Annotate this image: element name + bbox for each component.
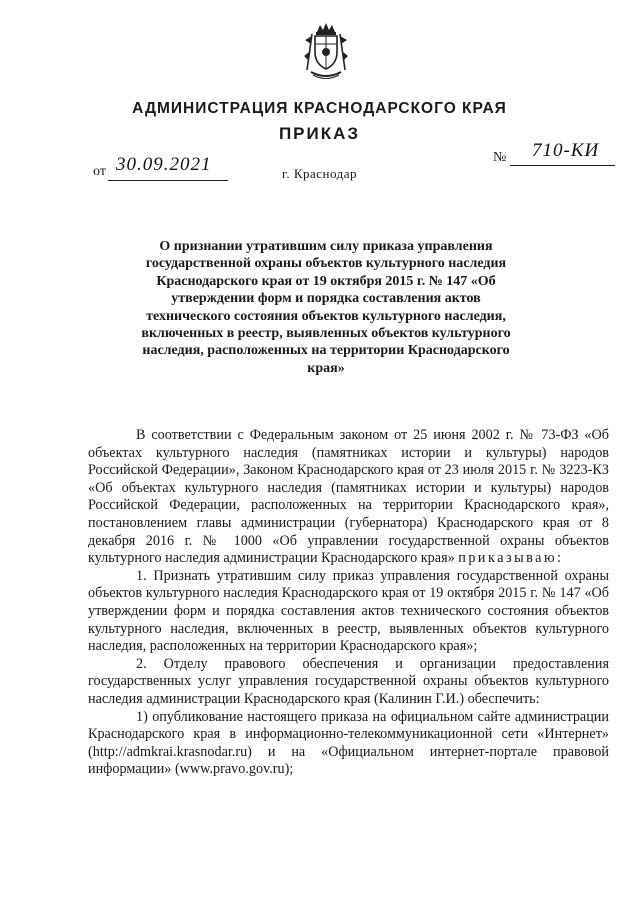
handwritten-number: 710-КИ — [532, 140, 600, 161]
city-name: г. Краснодар — [281, 166, 358, 181]
document-type: ПРИКАЗ — [278, 124, 361, 143]
krasnodar-coat-of-arms-icon — [303, 22, 349, 82]
document-title: О признании утратившим силу приказа управления государственной охраны объектов культурного наследия Краснодарского края от 19 октября 2015 г. № 147 «Об утверждении форм и порядка составления актов технического состояния объектов культурного наследия, включенных в реестр, выявленных объектов культурного наследия, расположенных на территории Краснодарского края» — [141, 239, 511, 376]
order-word: приказываю: — [458, 550, 564, 567]
item-2-1-paragraph: 1) опубликование настоящего приказа на официальном сайте администрации Краснодарского края в информационно-телекоммуникационной сети «Интернет» (http://admkrai.krasnodar.ru) и на «Официальном интернет-портале правовой информации» (www.pravo.gov.ru); — [88, 708, 609, 778]
handwritten-date: 30.09.2021 — [116, 154, 212, 175]
item-1-paragraph: 1. Признать утратившим силу приказ управления государственной охраны объектов культурного наследия Краснодарского края от 19 октября 2015 г. № 147 «Об утверждении форм и порядка составления актов технического состояния объектов культурного наследия, включенных в реестр, выявленных объектов культурного наследия, расположенных на территории Краснодарского края»; — [88, 567, 609, 655]
document-body — [88, 427, 609, 779]
preamble-paragraph — [88, 427, 609, 568]
preamble-text: В соответствии с Федеральным законом от 25 июня 2002 г. № 73-ФЗ «Об объектах культурного наследия (памятниках истории и культуры) народов Российской Федерации», Законом Краснодарского края от 23 июля 2015 г. № 3223-КЗ «Об объектах культурного наследия (памятниках истории и культуры) народов Российской Федерации, расположенных на территории Краснодарского края», постановлением главы администрации (губернатора) Краснодарского края от 8 декабря 2016 г. № 1000 «Об управлении государственной охраны объектов культурного наследия администрации Краснодарского края» — [88, 427, 609, 567]
number-underline — [510, 165, 615, 166]
number-prefix: № — [493, 150, 507, 165]
date-prefix: от — [93, 164, 106, 179]
item-2-paragraph: 2. Отделу правового обеспечения и организации предоставления государственных услуг управления государственной охраны объектов культурного наследия администрации Краснодарского края (Калинин Г.И.) обеспечить: — [88, 655, 609, 707]
organization-name: АДМИНИСТРАЦИЯ КРАСНОДАРСКОГО КРАЯ — [132, 100, 507, 117]
